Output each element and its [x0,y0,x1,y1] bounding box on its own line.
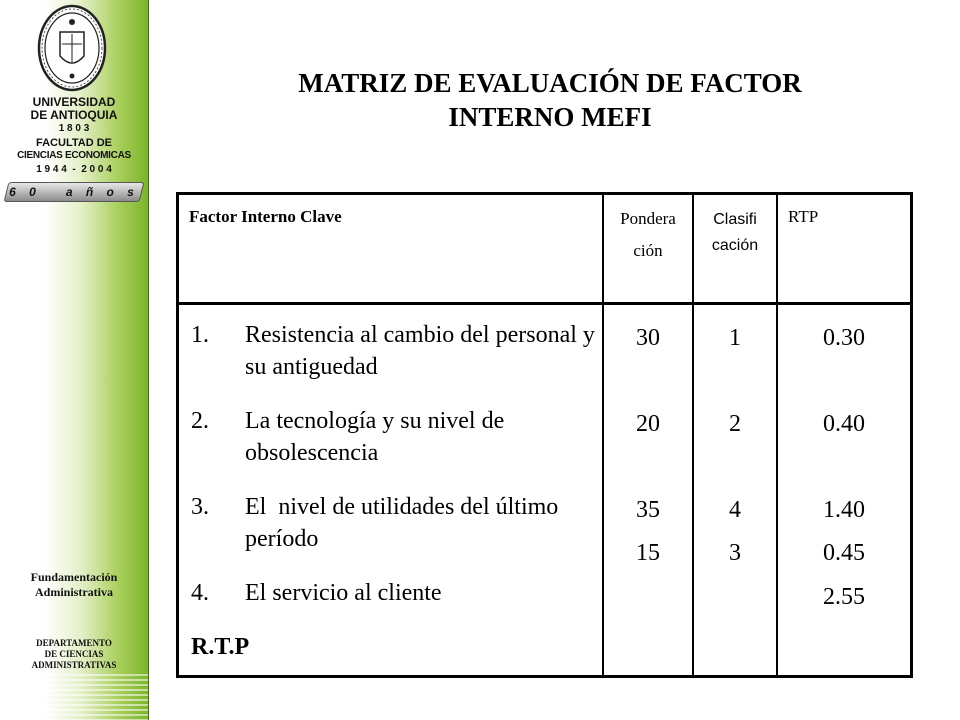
header-factor: Factor Interno Clave [178,194,604,304]
rtp-total-value: 2.55 [823,584,865,610]
header-ponderacion-line1: Pondera [620,209,676,228]
rtp-column [777,304,912,677]
factor-list [178,304,604,677]
rtp-total-label: R.T.P [191,634,250,660]
course-name-line1: Fundamentación [30,570,118,584]
list-item [191,577,596,609]
university-name-line2: DE ANTIOQUIA [30,108,118,122]
department-line2: DE CIENCIAS [44,649,104,659]
faculty-line1: FACULTAD DE [36,137,112,149]
factor-text: Resistencia al cambio del personal y su antiguedad [245,322,595,380]
factor-number: 4. [191,580,209,606]
list-item [191,319,596,383]
ponderacion-value: 30 [636,325,660,351]
rtp-value: 1.40 [823,497,865,523]
header-rtp: RTP [777,194,912,304]
sidebar [0,0,149,720]
factor-number: 2. [191,408,209,434]
ponderacion-value: 15 [636,540,660,566]
header-ponderacion-line2: ción [633,241,663,260]
factor-number: 1. [191,322,209,348]
university-name-line1: UNIVERSIDAD [32,95,116,109]
clasificacion-value: 1 [729,325,741,351]
header-clasificacion-line1: Clasifi [713,211,757,228]
page-title-line2: INTERNO MEFI [448,102,652,132]
header-ponderacion [603,194,693,304]
clasificacion-value: 3 [729,540,741,566]
department-line3: ADMINISTRATIVAS [31,660,117,670]
faculty-years: 1 9 4 4 - 2 0 0 4 [36,164,112,175]
factor-text: El nivel de utilidades del último período [245,494,565,552]
header-clasificacion-line2: cación [711,237,759,254]
clasificacion-value: 2 [729,411,741,437]
page-title [190,66,910,134]
list-item [191,491,596,555]
anniversary-badge [4,182,145,202]
page-title-line1: MATRIZ DE EVALUACIÓN DE FACTOR [298,68,802,98]
ponderacion-value: 20 [636,411,660,437]
faculty-line2: CIENCIAS ECONOMICAS [17,150,131,161]
table-header-row [178,194,912,304]
course-name-line2: Administrativa [35,585,113,599]
list-item [191,405,596,469]
university-seal-icon [22,4,122,92]
rtp-value: 0.40 [823,411,865,437]
department-line1: DEPARTAMENTO [36,638,112,648]
factor-text: El servicio al cliente [245,580,442,606]
ponderacion-value: 35 [636,497,660,523]
header-clasificacion [693,194,777,304]
factor-text: La tecnología y su nivel de obsolescencia [245,408,505,466]
clasificacion-column [693,304,777,677]
factor-number: 3. [191,494,209,520]
clasificacion-value: 4 [729,497,741,523]
sidebar-stripes [0,674,148,720]
mefi-table [176,192,913,678]
anniversary-label: 6 0 a ñ o s [9,185,139,199]
rtp-value: 0.30 [823,325,865,351]
university-year: 1 8 0 3 [58,123,90,134]
rtp-value: 0.45 [823,540,865,566]
ponderacion-column [603,304,693,677]
table-row [178,304,912,677]
